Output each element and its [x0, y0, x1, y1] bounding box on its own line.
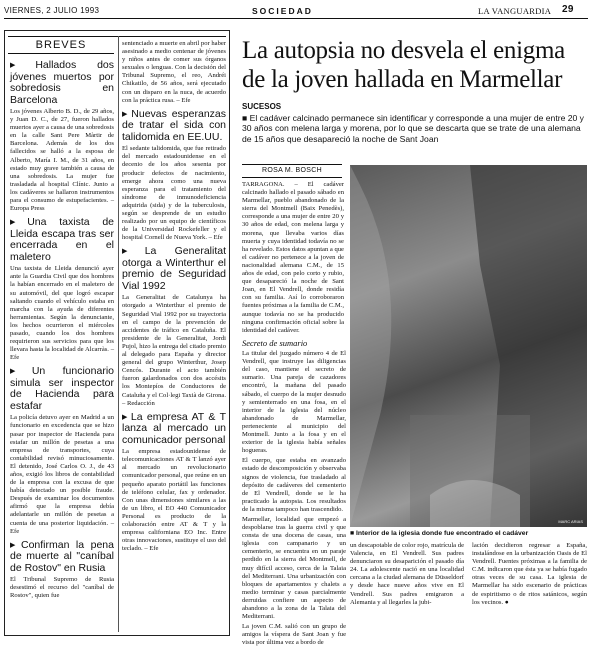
- article-subhead: Secreto de sumario: [242, 338, 308, 348]
- square-bullet-icon: ■: [242, 113, 250, 123]
- triangle-bullet-icon: ▶: [10, 219, 26, 227]
- byline-rule-bottom: [242, 177, 342, 178]
- breve-heading-2: ▶ Una taxista de Lleida escapa tras ser encerrada en el maletero: [10, 216, 114, 263]
- article-paragraph-4: Marmellar, localidad que empezó a despoblarse tras la guerra civil y que consta de una docena de casas, una iglesia con campanario y un cementerio, se encuentra en un paraje perdido en la sierra del Montmell, de muy difícil acceso, cerca de la Talaia del Mediterrani. Una urbanización con bloques de apartamentos y chalets a medio terminar y casas parcialmente derruidas confiere un aspecto de abandono a la zona de la Talaia del Mediterrani.: [242, 515, 346, 621]
- photo-credit: MARC ARIAS: [558, 519, 583, 524]
- breves-top-rule: [8, 36, 226, 37]
- breve-body-7: La empresa estadounidense de telecomunicaciones AT & T lanzó ayer al mercado un revolucionario comunicador personal, que reúne en un pequeño aparato portátil las funciones de teléfono celular, fax y ordenador. Con unas dimensiones similares a las de un libro, el EO 440 Comunicador Personal es producto de la colaboración entre AT & T y la empresa californiana EO Inc. Entre otras innovaciones, sustituye el uso del teclado. – Efe: [122, 448, 226, 553]
- breve-body-4: El Tribunal Supremo de Rusia desestimó el recurso del "caníbal de Rostov", quien fue: [10, 576, 114, 600]
- article-paragraph-2: La titular del juzgado número 4 de El Vendrell, que instruye las diligencias del caso, mantiene el secreto de sumario. Una pareja de cazadores encontró, la mañana del pasado sábado, el cuerpo de la mujer desnudo y semienterrado en una fosa, en el interior de la iglesia del núcleo abandonado de Marmellar, perteneciente al municipio del Montmell. Junto a la fosa y en el exterior de la iglesia había señales hogueras.: [242, 350, 346, 455]
- article-paragraph-3: El cuerpo, que estaba en avanzado estado de descomposición y observaba signos de violencia, fue trasladado al depósito de cadáveres del cementerio de El Vendrell, donde se le ha practicado la autopsia. Los resultados de la misma tampoco han trascendido.: [242, 457, 346, 513]
- breve-body-6: La Generalitat de Catalunya ha otorgado a Winterthur el premio de Seguridad Vial 1992 por su trayectoria en el campo de la prevención de accidentes de tráfico en Cataluña. El presidente de la Generalitat, Jordi Pujol, hizo la entrega del citado premio al delegado para España y director general del grupo Winterthur, Josep Cencós. Durante el acto también fueron galardonados con dos accésits los Montepíos de Conductores de Cataluña y el Col·legi Taxià de Girona. – Redacción: [122, 294, 226, 407]
- breves-title: BREVES: [35, 39, 87, 51]
- article-column-3: [472, 542, 587, 609]
- breve-heading-7: ▶ La empresa AT & T lanza al mercado un comunicador personal: [122, 410, 227, 446]
- triangle-bullet-icon: ▶: [122, 248, 143, 256]
- header-date: VIERNES, 2 JULIO 1993: [4, 6, 100, 15]
- breves-column-1: [10, 56, 114, 603]
- article-paragraph-7: lación decidieron regresar a España, instalándose en la urbanización Oasis de El Vendrell. Fuentes próximas a la familia de C.M. indicaron que ésta ya se había fugado otras veces de su casa. La iglesia de Marmellar ha sido escenario de prácticas de espiritismo o de ritos satánicos, según los vecinos. ●: [472, 542, 587, 606]
- header-paper: LA VANGUARDIA: [478, 6, 552, 16]
- breve-body-2: Una taxista de Lleida denunció ayer ante la Guardia Civil que dos hombres la habían encerrado en el maletero de su automóvil, del que logró escapar saltando cuando el vehículo estaba en marcha con la ayuda de diferentes herramientas. Según la denunciante, los hechos ocurrieron el miércoles pasado, cuando los dos hombres requirieron sus servicios para que los llevara hasta la localidad de Alcarràs. – Efe: [10, 265, 114, 362]
- breve-body-4-continued: sentenciado a muerte en abril por haber asesinado a medio centenar de jóvenes y niños antes de comer sus órganos sexuales o lenguas. Con la decisión del Tribunal Supremo, el reo, Andréi Chikatilo, de 56 años, será ejecutado con un disparo en la nuca, de acuerdo con la práctica rusa. – Efe: [122, 40, 226, 104]
- photo-caption: ■ Interior de la iglesia donde fue encontrado el cadáver: [350, 530, 529, 537]
- breve-heading-6: ▶ La Generalitat otorga a Winterthur el premio de Seguridad Vial 1992: [122, 245, 226, 292]
- breve-body-3: La policía detuvo ayer en Madrid a un funcionario en excedencia que se hizo pasar por inspector de Hacienda para estafar un millón de pesetas a una empresa de transportes, cuya contabilidad revisó minuciosamente. El detenido, José Carlos O. J., de 43 años, exigió los libros de contabilidad de la empresa con la excusa de que había detectado un posible fraude. Después de examinar los documentos afirmó que la empresa debía adelantarle un millón de pesetas a cuenta de una posterior liquidación. – Efe: [10, 414, 114, 535]
- section-label: SUCESOS: [242, 102, 282, 111]
- article-paragraph-1: TARRAGONA. – El cadáver calcinado hallado el pasado sábado en Marmellar, pueblo abandonado de la sierra del Montmell (Baix Penedès), corresponde a una mujer de entre 20 y 30 años de edad, con melena larga y morena, que llevaba varios días muerta y cuya identidad todavía no se ha revelado. Estos datos apuntan a que el cadáver no pertenece a la joven de nacionalidad alemana C.M., de 15 años de edad, con pelo corto y rubio, que desapareció la noche de Sant Joan, en El Vendrell, donde residía con su familia. Así lo corroboraron fuentes próximas a la familia de C.M., aunque todavía no se ha producido ninguna confirmación oficial sobre la identidad del cadáver.: [242, 181, 344, 334]
- article-lead: ■ El cadáver calcinado permanece sin identificar y corresponde a una mujer de entre 20 y 30 años con melena larga y morena, por lo que se descarta que se trate de una alemana de 15 años que desapareció la noche de Sant Joan: [242, 113, 584, 144]
- byline-rule-top: [242, 164, 342, 165]
- triangle-bullet-icon: ▶: [122, 413, 129, 421]
- triangle-bullet-icon: ▶: [10, 541, 19, 549]
- article-headline: La autopsia no desvela el enigma de la joven hallada en Marmellar: [242, 37, 565, 93]
- photo-illustration: [350, 165, 587, 527]
- church-interior-photo: [350, 165, 587, 527]
- breves-column-2: [122, 40, 226, 555]
- article-column-1-lower: [242, 335, 346, 649]
- square-bullet-icon: ■: [350, 530, 356, 537]
- breve-heading-4: ▶ Confirman la pena de muerte al "caníbal de Rostov" en Rusia: [10, 538, 114, 574]
- breves-column-divider: [118, 36, 119, 632]
- header-section: SOCIEDAD: [252, 6, 313, 16]
- article-paragraph-5: La joven C.M. salió con un grupo de amigos la víspera de Sant Joan y fue vista por última vez a bordo de: [242, 623, 346, 647]
- header-page-number: 29: [562, 4, 574, 15]
- article-paragraph-6: un descapotable de color rojo, matrícula de Valencia, en El Vendrell. Sus padres denunciaron su desaparición el pasado día 24. La adolescente nació en una localidad cercana a la ciudad alemana de Düsseldorf y desde hace nueve años vive en El Vendrell. Sus padres emigraron a Alemania y al llegarles la jubi-: [350, 542, 464, 606]
- header-rule: [4, 18, 588, 19]
- breve-body-5: El sedante talidomida, que fue retirado del mercado estadounidense en el decenio de los años sesenta por producir defectos de nacimiento, emerge ahora como una nueva esperanza para el tratamiento del síndrome de inmunodeficiencia adquirida (sida) y de la tuberculosis, según se desprende de un estudio realizado por un equipo de científicos de la Universidad Rockefeller y el hospital Cornell de Nueva York. – Efe: [122, 145, 226, 242]
- breve-heading-1: ▶ Hallados dos jóvenes muertos por sobredosis en Barcelona: [10, 59, 114, 106]
- breve-body-1: Los jóvenes Alberto B. D., de 29 años, y Juan D. C., de 27, fueron hallados muertos ayer a causa de una sobredosis en la calle Sant Pere Màrtir de Barcelona. Además de los dos fallecidos se halló a la esposa de Alberto, María I. M., de 31 años, en estado muy grave también a causa de una sobredosis. La mujer fue trasladada al hospital Clínic. Junto a los cadáveres se hallaron instrumentos para el consumo de estupefacientes. – Europa Press: [10, 108, 114, 213]
- triangle-bullet-icon: ▶: [122, 110, 130, 118]
- breves-title-rule: [8, 53, 114, 54]
- breve-heading-5: ▶ Nuevas esperanzas de tratar el sida con talidomida en EE.UU.: [122, 107, 226, 143]
- byline: ROSA M. BOSCH: [262, 167, 322, 174]
- breve-heading-3: ▶ Un funcionario simula ser inspector de Hacienda para estafar: [10, 365, 114, 412]
- triangle-bullet-icon: ▶: [10, 368, 30, 376]
- triangle-bullet-icon: ▶: [10, 62, 34, 69]
- article-column-1: [242, 181, 344, 337]
- article-column-2: [350, 542, 464, 609]
